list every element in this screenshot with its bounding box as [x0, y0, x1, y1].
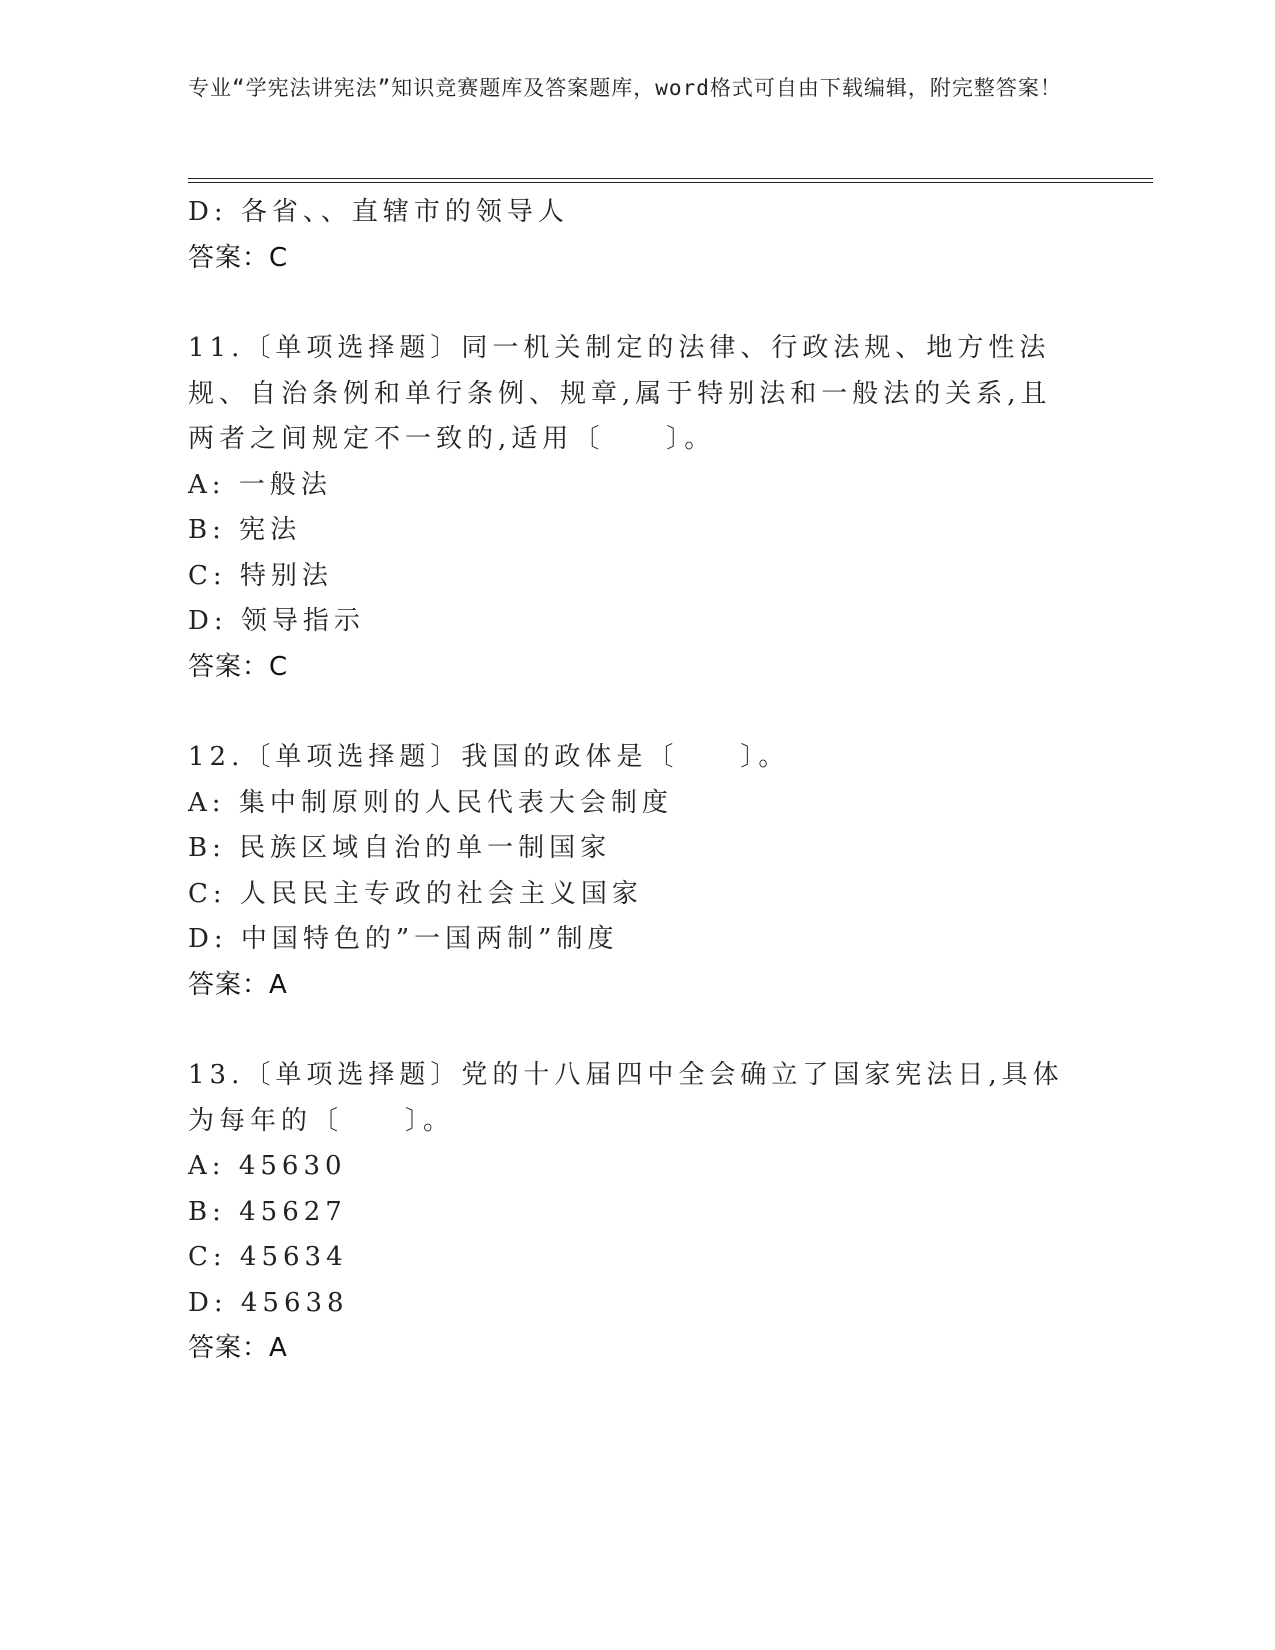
option-letter: B:: [188, 1196, 226, 1227]
option-letter: B:: [188, 515, 226, 545]
option-c: [188, 554, 1088, 600]
option-letter: D:: [188, 924, 228, 954]
option-d: [188, 917, 1088, 963]
option-text: 领导指示: [240, 606, 365, 636]
option-text: 人民民主专政的社会主义国家: [239, 878, 643, 909]
question-content: [188, 190, 1088, 1372]
header-rule-bottom: [188, 182, 1153, 183]
option-letter: A:: [188, 787, 226, 818]
page-header: 专业“学宪法讲宪法”知识竞赛题库及答案题库，word格式可自由下载编辑，附完整答案！: [188, 76, 1062, 100]
option-letter: B:: [188, 833, 226, 863]
question-stem: 13.〔单项选择题〕党的十八届四中全会确立了国家宪法日,具体为每年的〔 〕。: [188, 1060, 1064, 1136]
option-text: 特别法: [239, 560, 333, 591]
answer-line: 答案：C: [188, 242, 289, 273]
option-d: [188, 1281, 1088, 1327]
option-d: [188, 599, 1088, 645]
spacer: [188, 690, 1088, 735]
option-letter: D:: [188, 1287, 228, 1318]
header-rule-top: [188, 178, 1153, 179]
question-12: [188, 735, 1088, 1008]
option-text: 宪法: [239, 515, 302, 545]
question-13: [188, 1053, 1088, 1372]
option-d: [188, 190, 1088, 236]
option-letter: A:: [188, 1151, 226, 1181]
option-letter: D:: [188, 197, 228, 227]
option-letter: D:: [188, 606, 228, 636]
option-c: [188, 872, 1088, 918]
option-b: [188, 508, 1088, 554]
option-text: 45627: [239, 1196, 347, 1227]
option-letter: C:: [188, 878, 227, 909]
option-a: [188, 781, 1088, 827]
option-a: [188, 463, 1088, 509]
option-text: 集中制原则的人民代表大会制度: [238, 787, 673, 818]
option-text: 中国特色的”一国两制”制度: [240, 924, 619, 954]
answer-line: 答案：A: [188, 1333, 288, 1363]
spacer: [188, 1008, 1088, 1053]
option-text: 45630: [238, 1151, 347, 1181]
option-letter: C:: [188, 1242, 227, 1272]
previous-question-tail: [188, 190, 1088, 281]
option-c: [188, 1235, 1088, 1281]
option-text: 一般法: [238, 469, 332, 500]
question-stem: 11.〔单项选择题〕同一机关制定的法律、行政法规、地方性法规、自治条例和单行条例、规章,属于特别法和一般法的关系,且两者之间规定不一致的,适用〔 〕。: [188, 333, 1052, 454]
answer-line: 答案：C: [188, 651, 289, 682]
option-b: [188, 1190, 1088, 1236]
option-letter: C:: [188, 560, 227, 591]
option-text: 民族区域自治的单一制国家: [239, 833, 612, 863]
option-text: 各省、、直辖市的领导人: [240, 197, 569, 227]
option-a: [188, 1144, 1088, 1190]
option-text: 45634: [239, 1242, 348, 1272]
question-11: [188, 326, 1088, 690]
option-text: 45638: [240, 1287, 349, 1318]
spacer: [188, 281, 1088, 326]
option-b: [188, 826, 1088, 872]
question-stem: 12.〔单项选择题〕我国的政体是〔 〕。: [188, 742, 790, 772]
option-letter: A:: [188, 469, 226, 500]
answer-line: 答案：A: [188, 969, 288, 1000]
